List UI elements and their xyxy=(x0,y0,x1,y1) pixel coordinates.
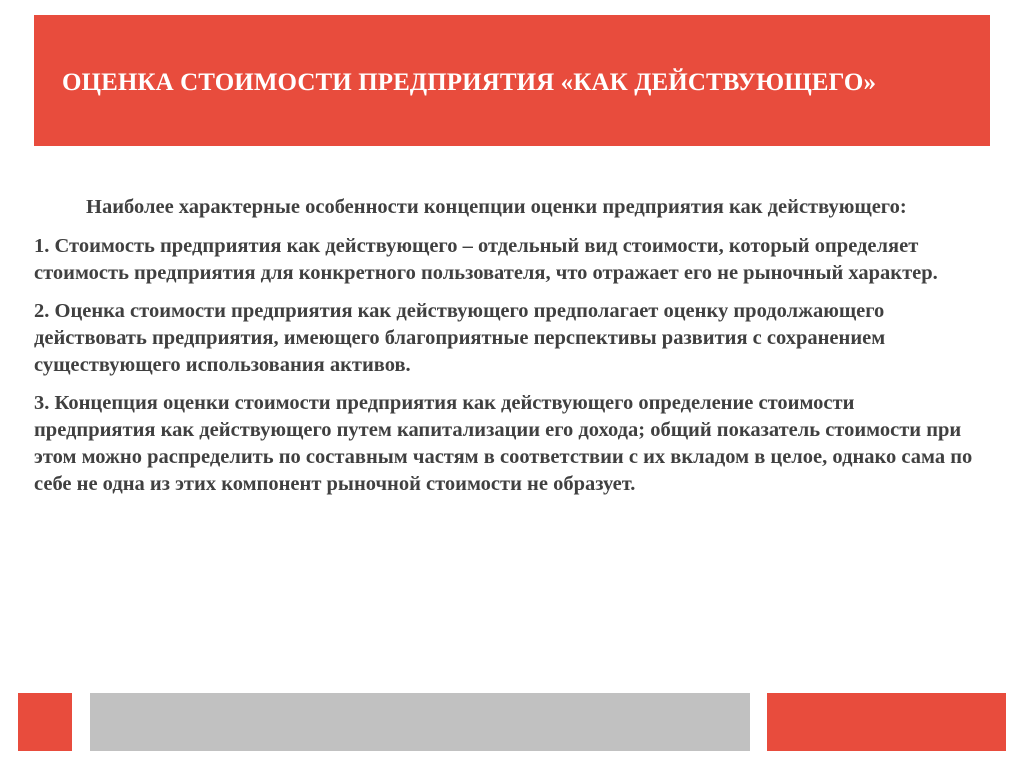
footer-bar-gray xyxy=(90,693,750,751)
slide-body xyxy=(34,194,974,509)
intro-paragraph: Наиболее характерные особенности концепции оценки предприятия как действующего: xyxy=(86,196,907,218)
footer-accent-left xyxy=(18,693,72,751)
slide-title: ОЦЕНКА СТОИМОСТИ ПРЕДПРИЯТИЯ «КАК ДЕЙСТВУЮЩЕГО» xyxy=(62,69,877,96)
footer-accent-right xyxy=(767,693,1006,751)
point-2: 2. Оценка стоимости предприятия как действующего предполагает оценку продолжающего действовать предприятия, имеющего благоприятные перспективы развития с сохранением существующего использования активов. xyxy=(34,300,886,376)
point-1: 1. Стоимость предприятия как действующего – отдельный вид стоимости, который определяет стоимость предприятия для конкретного пользователя, что отражает его не рыночный характер. xyxy=(34,235,938,284)
point-3: 3. Концепция оценки стоимости предприятия как действующего определение стоимости предприятия как действующего путем капитализации его дохода; общий показатель стоимости при этом можно распределить по составным частям в соответствии с их вкладом в целое, однако сама по себе не одна из этих компонент рыночной стоимости не образует. xyxy=(34,392,973,495)
title-banner xyxy=(34,15,990,146)
